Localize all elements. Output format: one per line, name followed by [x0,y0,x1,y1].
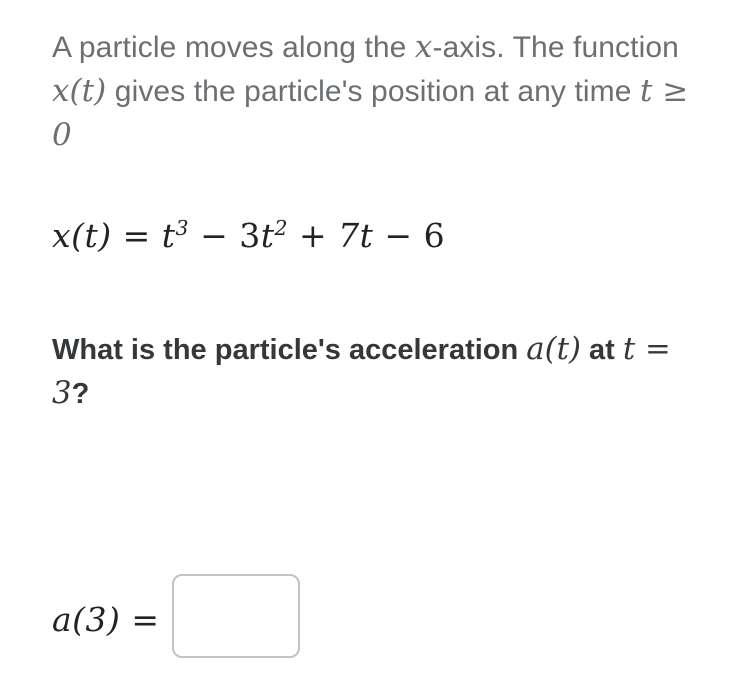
equation-operator-2: + [299,215,328,255]
equation-operator-3: − [384,215,413,255]
equation-term2-exponent: 2 [274,215,288,240]
statement-text-1: A particle moves along the [52,31,415,64]
equation-term1-exponent: 3 [175,215,190,240]
statement-function-xt: x(t) [52,72,107,109]
question-text [52,327,713,416]
question-function-at: a(t) [526,330,581,367]
answer-row [52,574,300,664]
problem-statement [52,26,712,158]
equation-term2-coefficient: 3 [239,215,261,255]
answer-label-expression: a(3) [52,599,121,639]
equation-equals-sign: = [122,215,151,255]
question-text-3: ? [71,378,90,411]
statement-text-3: gives the particle's position at any time [106,74,640,108]
equation-term1-base: t [161,215,176,255]
equation-term2-base: t [260,215,275,255]
question-text-1: What is the particle's acceleration [52,333,527,366]
equation-term3: 7t [338,215,374,255]
equation-operator-1: − [200,215,229,255]
question-text-2: at [580,333,623,366]
statement-variable-x: x [414,29,433,65]
answer-label [52,600,160,639]
equation-term4: 6 [423,215,446,255]
equation-lhs: x(t) [52,215,112,255]
answer-input[interactable] [172,574,300,658]
question-time-value: t = 3 [52,330,671,412]
statement-text-2: -axis. The function [432,31,679,64]
position-function-equation [52,216,713,255]
statement-domain-condition: t ≥ 0 [52,72,689,153]
answer-label-equals: = [131,599,160,639]
